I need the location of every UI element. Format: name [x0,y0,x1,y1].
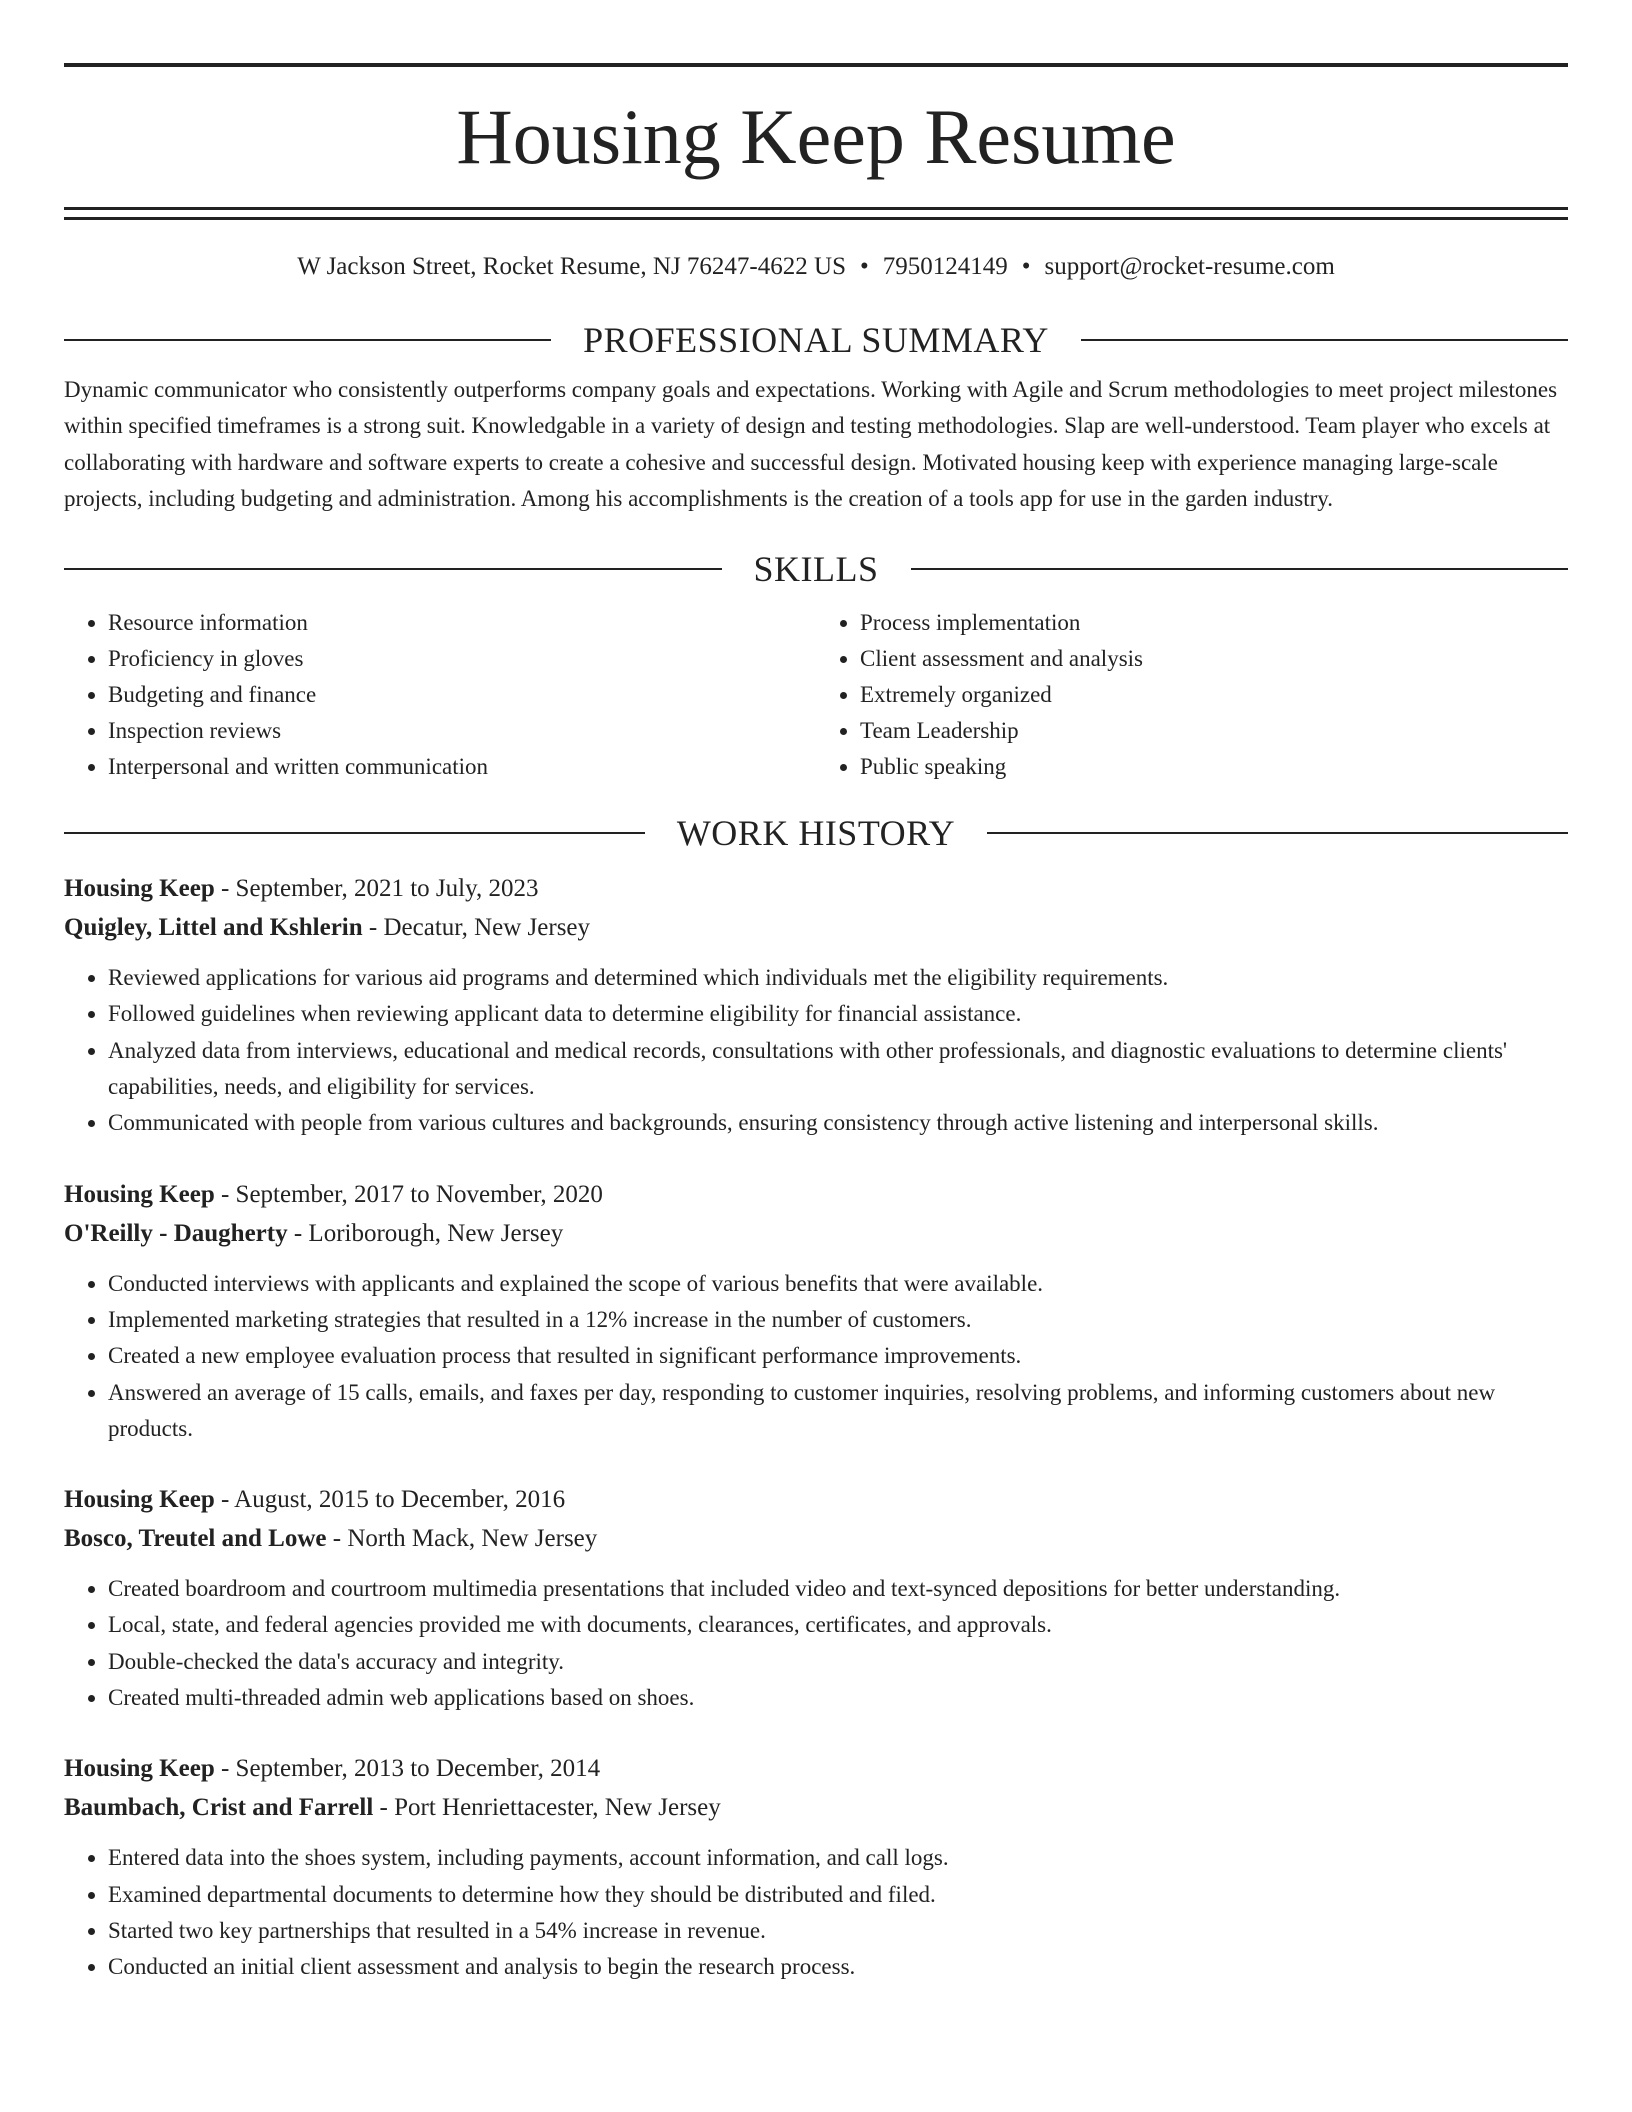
job-company-line [64,1214,1568,1253]
top-rule [64,63,1568,67]
job-bullets [64,1840,1568,1985]
skill-item: • Client assessment and analysis [860,641,1568,677]
skill-item: • Process implementation [860,605,1568,641]
contact-phone: 7950124149 [882,253,1008,280]
job-bullet: • Created a new employee evaluation process that resulted in significant performance improvements. [108,1338,1568,1374]
work-history-list [64,869,1568,1985]
job-title-line [64,1749,1568,1788]
summary-heading-title: PROFESSIONAL SUMMARY [583,320,1049,360]
job-bullets [64,1266,1568,1447]
job-bullet: • Created multi-threaded admin web applications based on shoes. [108,1680,1568,1716]
job-bullet: • Conducted interviews with applicants and explained the scope of various benefits that were available. [108,1266,1568,1302]
skills-column-left [64,605,816,785]
job-dates: - September, 2017 to November, 2020 [214,1180,603,1208]
job-company-line [64,1788,1568,1827]
job-bullet: • Examined departmental documents to determine how they should be distributed and filed. [108,1877,1568,1913]
skill-item: • Budgeting and finance [108,677,816,713]
contact-separator: • [859,253,869,280]
job-company: Bosco, Treutel and Lowe [64,1525,327,1553]
job-location: - Loriborough, New Jersey [287,1219,564,1247]
skill-item: • Proficiency in gloves [108,641,816,677]
job-entry [64,1749,1568,1985]
job-title-line [64,869,1568,908]
resume-title: Housing Keep Resume [456,93,1176,180]
job-bullet: • Entered data into the shoes system, including payments, account information, and call logs. [108,1840,1568,1876]
job-bullet: • Local, state, and federal agencies provided me with documents, clearances, certificates, and approvals. [108,1607,1568,1643]
heading-rule-left [64,832,645,834]
job-company-line [64,1519,1568,1558]
job-dates: - September, 2013 to December, 2014 [214,1755,601,1783]
job-bullets [64,1571,1568,1716]
job-title: Housing Keep [64,1755,215,1783]
job-bullet: • Created boardroom and courtroom multimedia presentations that included video and text-synced depositions for better understanding. [108,1571,1568,1607]
job-company: Baumbach, Crist and Farrell [64,1794,374,1822]
heading-rule-left [64,568,722,570]
job-location: - North Mack, New Jersey [326,1525,598,1553]
heading-rule-left [64,339,551,341]
summary-heading [64,318,1568,362]
heading-rule-right [1081,339,1568,341]
job-bullet: • Started two key partnerships that resulted in a 54% increase in revenue. [108,1913,1568,1949]
job-location: - Decatur, New Jersey [362,914,591,942]
job-bullets [64,960,1568,1141]
job-dates: - September, 2021 to July, 2023 [214,875,539,903]
job-entry [64,1480,1568,1716]
skill-item: • Team Leadership [860,713,1568,749]
job-bullet: • Implemented marketing strategies that resulted in a 12% increase in the number of customers. [108,1302,1568,1338]
work-heading [64,811,1568,855]
contact-separator: • [1021,253,1031,280]
skill-item: • Public speaking [860,749,1568,785]
job-title: Housing Keep [64,875,215,903]
contact-address: W Jackson Street, Rocket Resume, NJ 76247-4622 US [297,253,846,280]
job-bullet: • Conducted an initial client assessment and analysis to begin the research process. [108,1949,1568,1985]
job-bullet: • Followed guidelines when reviewing applicant data to determine eligibility for financial assistance. [108,996,1568,1032]
skill-item: • Interpersonal and written communication [108,749,816,785]
skills-heading [64,547,1568,591]
job-company: O'Reilly - Daugherty [64,1219,288,1247]
job-bullet: • Reviewed applications for various aid programs and determined which individuals met the eligibility requirements. [108,960,1568,996]
job-title-line [64,1175,1568,1214]
skill-item: • Extremely organized [860,677,1568,713]
job-bullet: • Communicated with people from various cultures and backgrounds, ensuring consistency through active listening and interpersonal skills. [108,1105,1568,1141]
heading-rule-right [987,832,1568,834]
double-rule [64,207,1568,220]
contact-line [64,252,1568,282]
job-bullet: • Answered an average of 15 calls, emails, and faxes per day, responding to customer inquiries, resolving problems, and informing customers about new products. [108,1375,1568,1448]
job-company-line [64,908,1568,947]
job-dates: - August, 2015 to December, 2016 [214,1486,566,1514]
summary-text: Dynamic communicator who consistently outperforms company goals and expectations. Working with Agile and Scrum methodologies to meet project milestones within specified timeframes is a strong suit. Knowledgable in a variety of design and testing methodologies. Slap are well-understood. Team player who excels at collaborating with hardware and software experts to create a cohesive and successful design. Motivated housing keep with experience managing large-scale projects, including budgeting and administration. Among his accomplishments is the creation of a tools app for use in the garden industry. [64,377,1558,511]
skill-item: • Resource information [108,605,816,641]
skills-list [64,605,1568,785]
skills-heading-title: SKILLS [753,549,879,590]
skill-item: • Inspection reviews [108,713,816,749]
job-company: Quigley, Littel and Kshlerin [64,914,363,942]
work-heading-title: WORK HISTORY [676,813,956,854]
job-bullet: • Double-checked the data's accuracy and integrity. [108,1644,1568,1680]
job-title: Housing Keep [64,1486,215,1514]
job-location: - Port Henriettacester, New Jersey [373,1794,721,1822]
contact-email: support@rocket-resume.com [1044,253,1335,280]
job-title: Housing Keep [64,1180,215,1208]
heading-rule-right [911,568,1569,570]
job-entry [64,869,1568,1141]
job-bullet: • Analyzed data from interviews, educational and medical records, consultations with other professionals, and diagnostic evaluations to determine clients' capabilities, needs, and eligibility for services. [108,1033,1568,1106]
skills-column-right [816,605,1568,785]
job-entry [64,1175,1568,1447]
job-title-line [64,1480,1568,1519]
